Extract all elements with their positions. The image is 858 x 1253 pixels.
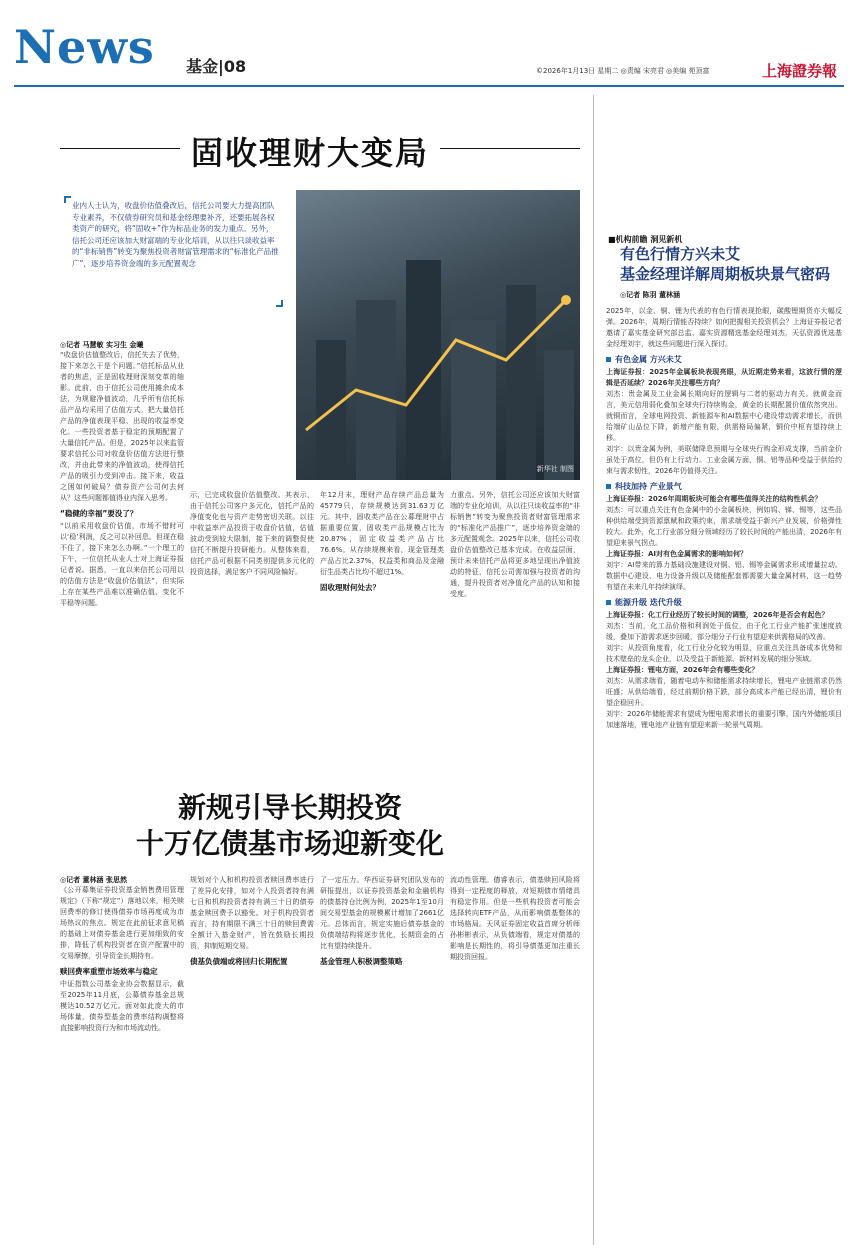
second-story-column-2 — [190, 875, 314, 1240]
second-story-column-1 — [60, 875, 184, 1240]
body-text: “收盘价估值整改后，信托失去了优势，接下来怎么干是个问题。”信托标品从业者的焦虑，正是固收理财深刻变革的缩影。此前，由于信托公司使用摊余成本法，为规避净值波动，几乎所有信托标品产品均采用了估值方式。把大量信托产品的净值表现平稳、出现的收益率变化。一些投资者基于稳定的预期配置了大量信托产品。但是，2025年以来监管要求信托公司对收盘价估值方法进行整改，并由此带来的净值波动，使得信托产品的吸引力受到冲击。接下来，收益之困如何破局？债券资产公司何去何从？这些问题都值得业内深入思考。 — [60, 351, 184, 502]
section-label: 基金|08 — [186, 57, 247, 76]
second-headline-line2: 十万亿债基市场迎新变化 — [135, 827, 444, 860]
subheading: 赎回费率重塑市场效率与稳定 — [60, 967, 158, 976]
photo-credit: 新华社 制图 — [536, 465, 574, 473]
body-text: 力重点。另外，信托公司还应该加大财富端的专业化培训，从以往只谈收益率的“非标销售”转变为聚焦投资者财富管理需求的“标准化产品推广”，逐步培养资金端的多元配置观念。2025年以来，信托公司收盘价估值整改已基本完成。在收益层面，预计未来信托产品将更多地呈现出净值波动的特征，信托公司需加强与投资者的沟通，提升投资者对净值化产品的认知和接受度。 — [450, 491, 580, 598]
answer-text: 刘杰：贵金属及工业金属长期向好的逻辑与二者的驱动力有关。就黄金而言，美元信用弱化叠加全球央行持续购金，黄金的长期配置价值依然突出。就铜而言，全球电网投资、新能源车和AI数据中心建设带动需求增长，而供给端矿山品位下降，新增产能有限，供需格局偏紧，铜价中枢有望持续上移。 — [606, 390, 842, 442]
byline: ◎记者 董林涵 张思然 — [60, 876, 127, 884]
question-text: 上海证券报：化工行业经历了较长时间的调整，2026年是否会有起色？ — [606, 611, 829, 619]
body-text: 2025年，以金、铜、锂为代表的有色行情表现抢眼，碳酸锂期货亦大幅反弹。2026年，周期行情能否持续？如何把握相关投资机会？上海证券报记者邀请了嘉实基金研究部总监、嘉实资源精选基金经理刘杰，天弘资源优选基金经理刘宇，就这些问题进行深入探讨。 — [606, 307, 842, 348]
top-rule — [14, 85, 844, 87]
answer-text: 刘宇：以贵金属为例，美联储降息预期与全球央行购金形成支撑，当前金价虽处于高位，但仍有上行动力。工业金属方面，铜、铝等品种受益于供给约束与需求韧性，2026年仍值得关注。 — [606, 445, 842, 475]
body-text: 规划对个人和机构投资者赎回费率进行了差异化安排，如对个人投资者持有满七日和机构投资者持有满三十日的债券基金赎回费予以豁免。对于机构投资者而言，持有期限不满三十日的赎回费需全额计入基金财产，旨在鼓励长期投资，抑制短期交易。 — [190, 876, 314, 950]
top-story-column-1 — [60, 340, 184, 770]
question-text: 上海证券报：2026年周期板块可能会有哪些值得关注的结构性机会？ — [606, 495, 822, 503]
second-story-column-3 — [320, 875, 444, 1240]
headline-rule-left — [60, 148, 180, 149]
second-story-column-4 — [450, 875, 580, 1240]
body-text: 了一定压力。华西证券研究团队发布的研报提出，以证券投资基金和金融机构的债基持仓比例为例，2025年1至10月间交易型基金的规模累计增加了2661亿元。总体而言，规定实施后债券基金的负债端结构将逐步优化，长期资金的占比有望持续提升。 — [320, 876, 444, 950]
masthead-logo: News — [14, 20, 155, 74]
answer-text: 刘杰：当前，化工品价格和利润处于低位，由于化工行业产能扩张速度放缓，叠加下游需求逐步回暖，部分细分子行业有望迎来供需格局的改善。 — [606, 622, 842, 641]
byline: ◎记者 马慧敏 实习生 金曦 — [60, 341, 144, 349]
body-text: “以前采用收盘价估值，市场不错时可以‘稳’利润，反之可以补回息。但现在稳不住了，接下来怎么办啊。”一个理工的下午，一位信托从业人士对上海证券报记者说。据悉，一直以来信托公司用以的估值方法是“收盘价估值法”，但实际上存在某些产品难以准确估值、变化不平稳等问题。 — [60, 522, 184, 607]
quote-mark-open — [64, 196, 71, 203]
newspaper-brand: 上海證券報 — [762, 62, 838, 80]
feature-illustration — [296, 190, 580, 480]
dateline: ©2026年1月13日 星期二 ◎责编 宋亮君 ◎美编 苑顶富 — [536, 67, 710, 75]
cityscape-illustration — [296, 190, 580, 480]
second-headline-line1: 新规引导长期投资 — [177, 791, 402, 824]
body-text: 示，已完成收盘价估值整改。其表示，由于信托公司客户多元化，信托产品的净值变化也与资产走势密切关联。以往中收益率产品投资于收盘价估值，估值波动受到较大限制，接下来的调整促使信托不断提升投研能力。从整体来看，信托产品可根据不同类别提供多元化的投资选择，满足客户不同风险偏好。 — [190, 491, 314, 576]
body-text: 年12月末，理财产品存续产品总量为45779只，存续规模达到31.63万亿元。其中，固收类产品在公募理财中占据重要位置，固收类产品规模占比为20.87%，固定收益类产品占比76.6%。从存续规模来看，现金管理类产品占比2.37%，权益类和商品及金融衍生品类占比均不超过1%。 — [320, 491, 444, 576]
body-text: 《公开募集证券投资基金销售费用管理规定》（下称“规定”）落地以来，相关赎回费率的修订使得债券市场再度成为市场热议的焦点。规定在此前征求意见稿的基础上对债券基金进行更加细致的安排，降低了机构投资者在资产配置中的交易摩擦，引导资金长期持有。 — [60, 886, 184, 960]
answer-text: 刘宇：2026年储能需求有望成为锂电需求增长的重要引擎，国内外储能项目加速落地，锂电池产业链有望迎来新一轮景气周期。 — [606, 710, 842, 729]
right-headline: 有色行情方兴未艾 基金经理详解周期板块景气密码 — [620, 245, 831, 283]
answer-text: 刘宇：从投资角度看，化工行业分化较为明显，应重点关注具备成本优势和技术壁垒的龙头企业，以及受益于新能源、新材料发展的细分领域。 — [606, 644, 842, 663]
top-story-column-2 — [190, 490, 314, 770]
body-text: 中证指数公司基金业协会数据显示，截至2025年11月底，公募债券基金总规模达10.52万亿元。面对如此庞大的市场体量，债券型基金的费率结构调整将直接影响投资行为和市场流动性。 — [60, 980, 184, 1032]
question-text: 上海证券报：2025年金属板块表现亮眼，从近期走势来看，这波行情的逻辑是否延续？2026年关注哪些方向？ — [606, 368, 842, 387]
column-kicker: ■机构前瞻 洞见新机 — [608, 235, 683, 244]
subheading: 债基负债端或将回归长期配置 — [190, 957, 288, 966]
question-text: 上海证券报：锂电方面，2026年会有哪些变化？ — [606, 666, 759, 674]
subheading: 科技加持 产业景气 — [606, 481, 842, 492]
square-bullet-icon — [606, 600, 611, 605]
body-text: 流动性管理。德睿表示，债基赎回风险将得到一定程度的释放，对短期债市情绪具有稳定作用。但是一些机构投资者可能会选择转向ETF产品，从而影响债基整体的市场格局。天风证券固定收益首席分析师孙彬彬表示，从负债端看，规定对债基的影响是长期性的，将引导债基更加注重长期投资回报。 — [450, 876, 580, 961]
right-story-body — [606, 306, 842, 1241]
answer-text: 刘杰：可以重点关注有色金属中的小金属板块，例如钨、锑、锡等，这些品种供给端受到资源禀赋和政策约束，需求端受益于新兴产业发展，价格弹性较大。此外，化工行业部分细分领域经历了较长时间的产能出清，2026年有望迎来景气拐点。 — [606, 506, 842, 547]
question-text: 上海证券报：AI对有色金属需求的影响如何？ — [606, 550, 748, 558]
second-headline — [110, 790, 470, 862]
byline: ◎记者 陈羽 董林涵 — [620, 291, 680, 299]
column-divider — [593, 95, 594, 1245]
lead-paragraph: 业内人士认为，收盘价估值叠改后，信托公司要大力提高团队专业素养，不仅债券研究员和基金经理要补齐，还要拓展各权类资产的研究，将“固收+”作为标品业务的发力重点。另外，信托公司还应该加大财富端的专业化培训，从以往只谈收益率的“非标销售”转变为聚焦投资者财富管理需求的“标准化产品推广”，逐步培养资金端的多元配置观念 — [72, 201, 279, 268]
subheading: 有色金属 方兴未艾 — [606, 354, 842, 365]
top-story-column-4 — [450, 490, 580, 770]
headline-rule-right — [440, 148, 580, 149]
top-story-column-3 — [320, 490, 444, 770]
answer-text: 刘杰：从需求端看，随着电动车和储能需求持续增长，锂电产业链需求仍然旺盛；从供给端看，经过前期价格下跌，部分高成本产能已经出清，锂价有望企稳回升。 — [606, 677, 842, 707]
subheading: 能源升级 迭代升级 — [606, 597, 842, 608]
square-bullet-icon — [606, 484, 611, 489]
top-headline: 固收理财大变局 — [190, 134, 429, 172]
quote-mark-close — [276, 300, 283, 307]
subheading: 固收理财何处去？ — [320, 583, 380, 592]
answer-text: 刘宇：AI带来的算力基础设施建设对铜、铝、锡等金属需求形成增量拉动。数据中心建设、电力设备升级以及储能配套都需要大量金属材料，这一趋势有望在未来几年持续演绎。 — [606, 561, 842, 591]
subheading: 基金管理人积极调整策略 — [320, 957, 403, 966]
square-bullet-icon — [606, 357, 611, 362]
subheading: “稳健的幸福”要没了？ — [60, 509, 138, 518]
